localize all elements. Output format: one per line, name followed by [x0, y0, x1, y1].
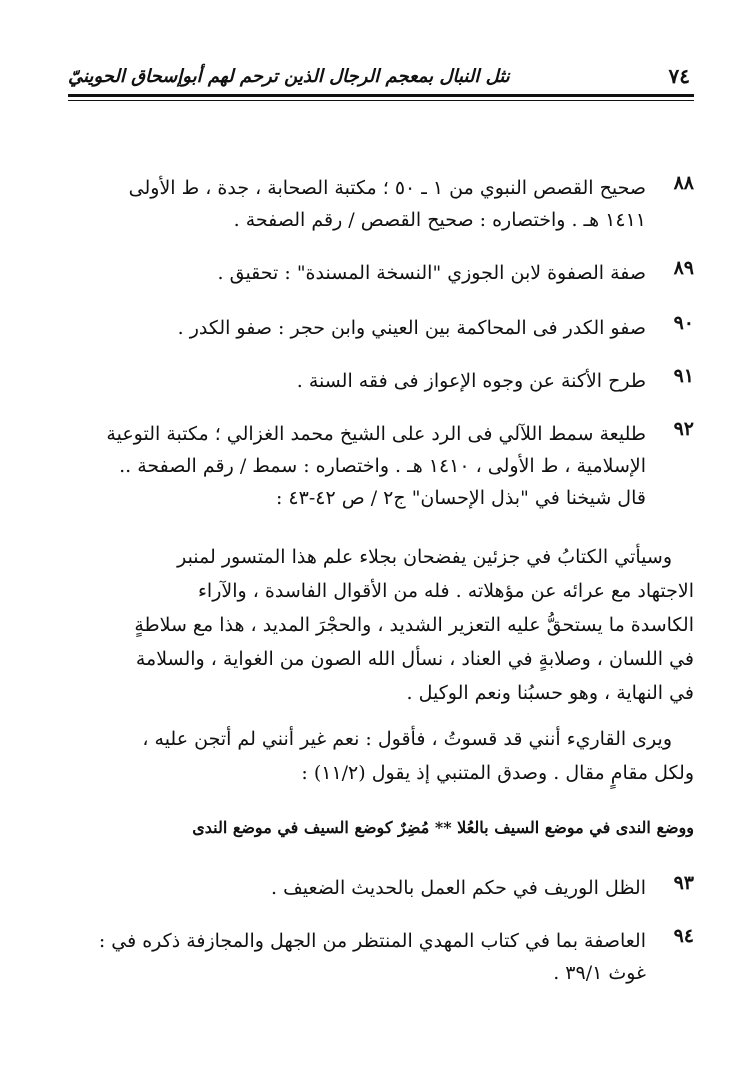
quote-line: وسيأتي الكتابُ في جزئين يفضحان بجلاء علم هذا المتسور لمنبر [177, 546, 672, 568]
entry-90 [68, 312, 694, 344]
entry-number: ٩١ [673, 365, 694, 387]
entry-number: ٨٨ [673, 172, 694, 194]
entry-text [68, 257, 646, 289]
entry-line: ١٤١١ هـ . واختصاره : صحيح القصص / رقم الصفحة . [233, 209, 646, 231]
entry-line: صفة الصفوة لابن الجوزي "النسخة المسندة" : تحقيق . [217, 262, 646, 284]
poetry-verse: ووضع الندى في موضع السيف بالعُلا ** مُضِرٌ كوضع السيف في موضع الندى [192, 818, 694, 837]
entry-number: ٩٣ [673, 872, 694, 894]
quote-line: الاجتهاد مع عرائه عن مؤهلاته . فله من الأقوال الفاسدة ، والآراء [198, 580, 694, 602]
quote-line: في اللسان ، وصلابةٍ في العناد ، نسأل الله الصون من الغواية ، والسلامة [135, 648, 694, 670]
entry-93 [68, 872, 694, 904]
entry-88 [68, 172, 694, 236]
entry-line: غوث ٣٩/١ . [553, 962, 646, 984]
quote-line: الكاسدة ما يستحقُّ عليه التعزير الشديد ، والحجْرَ المديد ، هذا مع سلاطةٍ [134, 614, 694, 636]
running-title: نثل النبال بمعجم الرجال الذين ترحم لهم أبوإسحاق الحوينيّ [68, 65, 510, 87]
quote-line: في النهاية ، وهو حسبُنا ونعم الوكيل . [406, 682, 694, 704]
entry-line: صفو الكدر فى المحاكمة بين العيني وابن حجر : صفو الكدر . [177, 317, 646, 339]
entry-text [68, 872, 646, 904]
entry-line: طرح الأكنة عن وجوه الإعواز فى فقه السنة . [296, 370, 646, 392]
entry-94 [68, 925, 694, 989]
entry-text [68, 172, 646, 236]
quote-line: ولكل مقامٍ مقال . وصدق المتنبي إذ يقول (١١/٢) : [301, 762, 694, 784]
entry-line: الظل الوريف في حكم العمل بالحديث الضعيف . [271, 877, 646, 899]
page-number: ٧٤ [668, 64, 690, 88]
entry-text [68, 312, 646, 344]
entry-number: ٨٩ [673, 257, 694, 279]
entry-line: صحيح القصص النبوي من ١ ـ ٥٠ ؛ مكتبة الصحابة ، جدة ، ط الأولى [128, 177, 646, 199]
entry-number: ٩٠ [673, 312, 694, 334]
page-header [68, 58, 690, 94]
entry-line: قال شيخنا في "بذل الإحسان" ج٢ / ص ٤٢-٤٣ : [275, 487, 646, 509]
entry-text [68, 418, 646, 514]
entry-number: ٩٤ [673, 925, 694, 947]
entry-text [68, 925, 646, 989]
header-rule-thick [68, 94, 694, 97]
quote-line: ويرى القاريء أنني قد قسوتُ ، فأقول : نعم غير أنني لم أتجن عليه ، [142, 728, 672, 750]
entry-91 [68, 365, 694, 397]
entry-89 [68, 257, 694, 289]
entry-line: الإسلامية ، ط الأولى ، ١٤١٠ هـ . واختصاره : سمط / رقم الصفحة .. [119, 455, 646, 477]
entry-number: ٩٢ [673, 418, 694, 440]
entry-line: طليعة سمط اللآلي فى الرد على الشيخ محمد الغزالي ؛ مكتبة التوعية [106, 423, 646, 445]
entry-92 [68, 418, 694, 514]
header-rule-thin [68, 100, 694, 101]
entry-line: العاصفة بما في كتاب المهدي المنتظر من الجهل والمجازفة ذكره في : [98, 930, 646, 952]
entry-text [68, 365, 646, 397]
quote-block [68, 540, 694, 790]
